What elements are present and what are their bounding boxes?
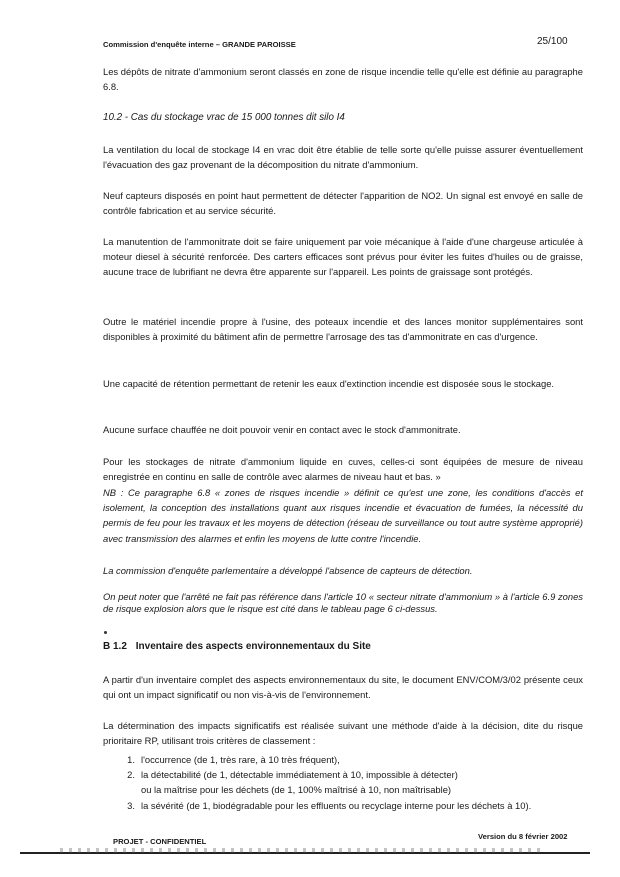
footer-confidential: PROJET - CONFIDENTIEL: [113, 837, 207, 846]
inventory-paragraph: A partir d'un inventaire complet des aspects environnementaux du site, le document ENV/COM/3/02 présente ceux qui ont un impact significatif ou non vis-à-vis de l'environnement.: [103, 674, 583, 701]
list-item-continuation: ou la maîtrise pour les déchets (de 1, 100% maîtrisé à 10, non maîtrisable): [141, 784, 452, 796]
sensors-paragraph: Neuf capteurs disposés en point haut permettent de détecter l'apparition de NO2. Un signal est envoyé en salle de contrôle fabrication et au service sécurité.: [103, 190, 583, 217]
page-number: 25/100: [537, 36, 568, 47]
ventilation-paragraph: La ventilation du local de stockage I4 en vrac doit être établie de telle sorte qu'elle puisse assurer éventuellement l'évacuation des gaz provenant de la décomposition du nitrate d'ammonium.: [103, 144, 583, 171]
criteria-list: [113, 752, 593, 813]
header-commission: Commission d'enquête interne – GRANDE PAROISSE: [103, 40, 296, 49]
commission-note: La commission d'enquête parlementaire a développé l'absence de capteurs de détection.: [103, 565, 473, 576]
footer-version: Version du 8 février 2002: [478, 832, 568, 841]
nb-note: NB : Ce paragraphe 6.8 « zones de risques incendie » définit ce qu'est une zone, les conditions d'accès et isolement, la conception des installations quant aux risques incendie et évacuation de fumées, la nécessité du permis de feu pour les travaux et les moyens de détection (réseau de surveillance ou tout autre système approprié) avec transmission des alarmes et enfin les moyens de lutte contre l'incendie.: [103, 487, 583, 544]
section-heading: [103, 641, 371, 652]
bullet-mark: [104, 631, 107, 634]
list-item: 1. l'occurrence (de 1, très rare, à 10 très fréquent),: [127, 754, 340, 765]
section-number: B 1.2: [103, 641, 127, 652]
handling-paragraph: La manutention de l'ammonitrate doit se faire uniquement par voie mécanique à l'aide d'une chargeuse articulée à moteur diesel à sécurité renforcée. Des carters efficaces sont prévus pour éviter les fuites d'huiles ou de graisse, aucune trace de lubrifiant ne devra être apparente sur l'appareil. Les points de graissage sont protégés.: [103, 236, 583, 278]
determination-paragraph: La détermination des impacts significatifs est réalisée suivant une méthode d'aide à la décision, dite du risque prioritaire RP, utilisant trois critères de classement :: [103, 720, 583, 747]
fire-equipment-paragraph: Outre le matériel incendie propre à l'usine, des poteaux incendie et des lances monitor supplémentaires sont disponibles à proximité du bâtiment afin de permettre l'arrosage des tas d'ammonitrate en cas d'urgence.: [103, 316, 583, 343]
explosion-note: On peut noter que l'arrêté ne fait pas référence dans l'article 10 « secteur nitrate d'ammonium » à l'article 6.9 zones de risque explosion alors que le risque est cité dans le tableau page 6 ci-dessus.: [103, 591, 583, 615]
section-title: Inventaire des aspects environnementaux du Site: [135, 641, 371, 652]
subsection-title: 10.2 - Cas du stockage vrac de 15 000 tonnes dit silo I4: [103, 112, 345, 123]
liquid-storage-paragraph: Pour les stockages de nitrate d'ammonium liquide en cuves, celles-ci sont équipées de mesure de niveau enregistrée en continu en salle de contrôle avec alarmes de niveau haut et bas. »: [103, 456, 583, 483]
scan-artifact: [60, 848, 540, 853]
list-item: 2. la détectabilité (de 1, détectable immédiatement à 10, impossible à détecter) ou la maîtrise pour les déchets (de 1, 100% maîtrisé à 10, non maîtrisable): [113, 767, 593, 797]
list-item: 3. la sévérité (de 1, biodégradable pour les effluents ou recyclage interne pour les déchets à 10).: [127, 799, 532, 811]
heated-surface-paragraph: Aucune surface chauffée ne doit pouvoir venir en contact avec le stock d'ammonitrate.: [103, 424, 461, 435]
intro-paragraph: Les dépôts de nitrate d'ammonium seront classés en zone de risque incendie telle qu'elle est définie au paragraphe 6.8.: [103, 66, 583, 93]
retention-paragraph: Une capacité de rétention permettant de retenir les eaux d'extinction incendie est disposée sous le stockage.: [103, 378, 555, 389]
